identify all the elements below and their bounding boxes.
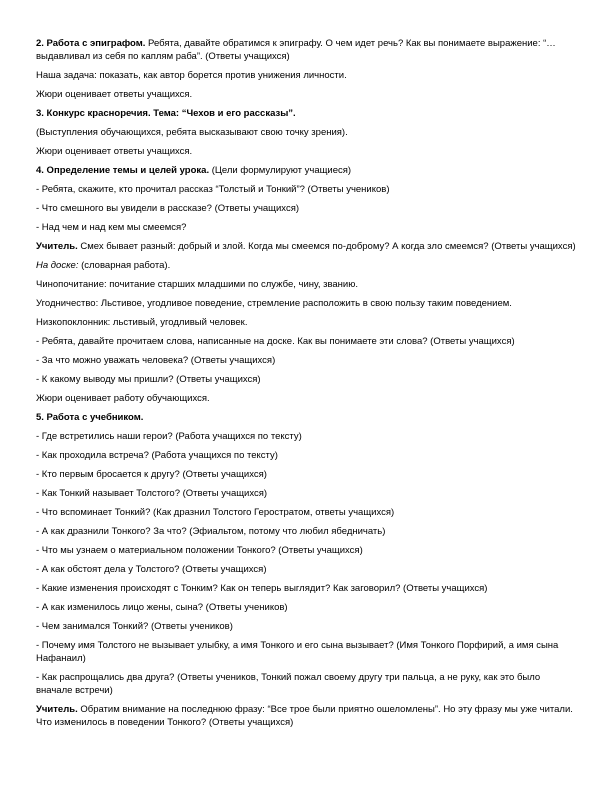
paragraph (36, 69, 576, 82)
bold-text: 5. Работа с учебником. (36, 412, 144, 423)
text-run: Ребята, давайте обратимся к эпиграфу. О чем идет речь? Как вы понимаете выражение: “…выдавливал из себя по каплям раба”. (Ответы учащихся) (36, 38, 556, 62)
text-run: Жюри оценивает работу обучающихся. (36, 393, 210, 404)
text-run: Угодничество: Льстивое, угодливое поведение, стремление расположить в свою пользу таким поведением. (36, 298, 512, 309)
paragraph (36, 240, 576, 253)
text-run: Смех бывает разный: добрый и злой. Когда мы смеемся по-доброму? А когда зло смеемся? (Ответы учащихся) (77, 241, 576, 252)
text-run: - А как дразнили Тонкого? За что? (Эфиальтом, потому что любил ябедничать) (36, 526, 386, 537)
paragraph (36, 620, 576, 633)
paragraph (36, 335, 576, 348)
paragraph (36, 449, 576, 462)
text-run: - Что мы узнаем о материальном положении Тонкого? (Ответы учащихся) (36, 545, 363, 556)
text-run: - Как проходила встреча? (Работа учащихся по тексту) (36, 450, 278, 461)
text-run: - Чем занимался Тонкий? (Ответы учеников) (36, 621, 233, 632)
text-run: - Над чем и над кем мы смеемся? (36, 222, 187, 233)
text-run: - Какие изменения происходят с Тонким? Как он теперь выглядит? Как заговорил? (Ответы учащихся) (36, 583, 488, 594)
paragraph (36, 259, 576, 272)
paragraph (36, 316, 576, 329)
paragraph (36, 544, 576, 557)
paragraph (36, 202, 576, 215)
paragraph (36, 563, 576, 576)
paragraph (36, 411, 576, 424)
paragraph (36, 354, 576, 367)
paragraph (36, 37, 576, 63)
paragraph (36, 183, 576, 196)
bold-text: Учитель. (36, 704, 78, 715)
bold-text: 2. Работа с эпиграфом. (36, 38, 146, 49)
paragraph (36, 297, 576, 310)
text-run: (Цели формулируют учащиеся) (209, 165, 352, 176)
text-run: Низкопоклонник: льстивый, угодливый человек. (36, 317, 248, 328)
text-run: - А как обстоят дела у Толстого? (Ответы учащихся) (36, 564, 267, 575)
text-run: - Кто первым бросается к другу? (Ответы учащихся) (36, 469, 267, 480)
text-run: - Как Тонкий называет Толстого? (Ответы учащихся) (36, 488, 268, 499)
paragraph (36, 506, 576, 519)
paragraph (36, 107, 576, 120)
paragraph (36, 601, 576, 614)
paragraph (36, 639, 576, 665)
text-run: (Выступления обучающихся, ребята высказывают свою точку зрения). (36, 127, 348, 138)
bold-text: 3. Конкурс красноречия. Тема: “Чехов и его рассказы”. (36, 108, 296, 119)
paragraph (36, 487, 576, 500)
italic-text: На доске: (36, 260, 79, 271)
paragraph (36, 703, 576, 729)
paragraph (36, 392, 576, 405)
text-run: - Где встретились наши герои? (Работа учащихся по тексту) (36, 431, 302, 442)
paragraph (36, 278, 576, 291)
paragraph (36, 126, 576, 139)
paragraph (36, 145, 576, 158)
text-run: Наша задача: показать, как автор борется против унижения личности. (36, 70, 347, 81)
paragraph (36, 468, 576, 481)
paragraph (36, 582, 576, 595)
text-run: - За что можно уважать человека? (Ответы учащихся) (36, 355, 276, 366)
text-run: - Что смешного вы увидели в рассказе? (Ответы учащихся) (36, 203, 300, 214)
text-run: - А как изменилось лицо жены, сына? (Ответы учеников) (36, 602, 288, 613)
paragraph (36, 164, 576, 177)
text-run: - Что вспоминает Тонкий? (Как дразнил Толстого Геростратом, ответы учащихся) (36, 507, 395, 518)
text-run: Чинопочитание: почитание старших младшими по службе, чину, званию. (36, 279, 359, 290)
text-run: - Как распрощались два друга? (Ответы учеников, Тонкий пожал своему другу три пальца, а не руку, как это было вначале встречи) (36, 672, 541, 696)
text-run: - Ребята, скажите, кто прочитал рассказ “Толстый и Тонкий”? (Ответы учеников) (36, 184, 390, 195)
text-run: - К какому выводу мы пришли? (Ответы учащихся) (36, 374, 261, 385)
paragraph (36, 221, 576, 234)
paragraph (36, 525, 576, 538)
text-run: Жюри оценивает ответы учащихся. (36, 146, 193, 157)
text-run: - Ребята, давайте прочитаем слова, написанные на доске. Как вы понимаете эти слова? (Ответы учащихся) (36, 336, 515, 347)
document-body (36, 37, 576, 735)
text-run: - Почему имя Толстого не вызывает улыбку, а имя Тонкого и его сына вызывает? (Имя Тонкого Порфирий, а имя сына Нафанаил) (36, 640, 559, 664)
bold-text: Учитель. (36, 241, 78, 252)
paragraph (36, 671, 576, 697)
text-run: (словарная работа). (78, 260, 171, 271)
paragraph (36, 373, 576, 386)
paragraph (36, 88, 576, 101)
paragraph (36, 430, 576, 443)
text-run: Жюри оценивает ответы учащихся. (36, 89, 193, 100)
bold-text: 4. Определение темы и целей урока. (36, 165, 210, 176)
text-run: Обратим внимание на последнюю фразу: “Все трое были приятно ошеломлены”. Но эту фразу мы уже читали. Что изменилось в поведении Тонкого? (Ответы учащихся) (36, 704, 573, 728)
